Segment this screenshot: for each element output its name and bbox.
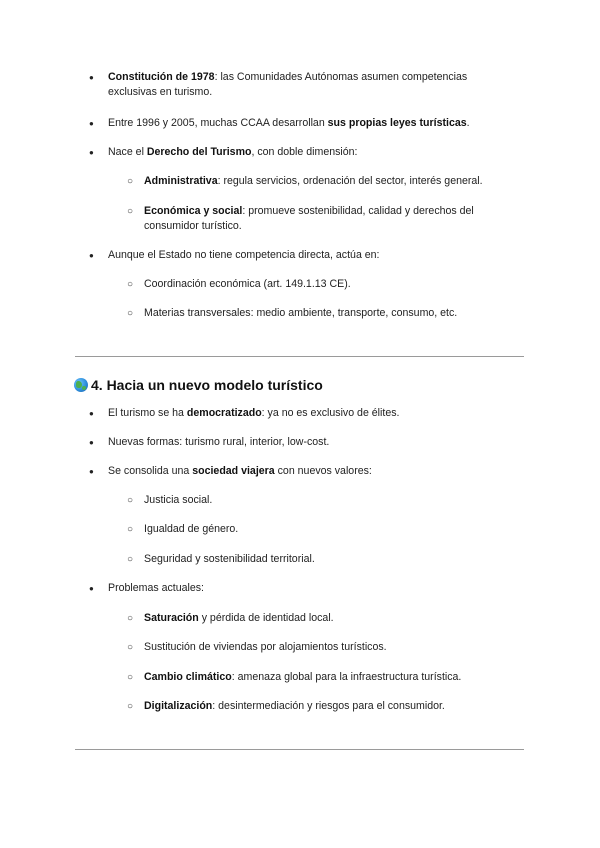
item-text: : promueve sostenibilidad, calidad y derechos del consumidor turístico.: [144, 205, 474, 232]
bullet: ●: [89, 148, 94, 157]
bullet: ●: [89, 584, 94, 593]
item-text: Seguridad y sostenibilidad territorial.: [144, 553, 315, 565]
hollow-bullet: ○: [127, 554, 134, 565]
bold-text: Digitalización: [144, 700, 213, 712]
list-item: [89, 116, 508, 131]
sub-list-item: [127, 552, 512, 567]
hollow-bullet: ○: [127, 613, 134, 624]
bullet: ●: [89, 467, 94, 476]
item-text: Nace el: [108, 146, 147, 158]
bold-text: Cambio climático: [144, 671, 232, 683]
hollow-bullet: ○: [127, 701, 134, 712]
hollow-bullet: ○: [127, 495, 134, 506]
bullet: ●: [89, 409, 94, 418]
item-text: Nuevas formas: turismo rural, interior, low-cost.: [108, 436, 330, 448]
bold-text: sus propias leyes turísticas: [327, 117, 467, 129]
section-title: 4. Hacia un nuevo modelo turístico: [91, 377, 323, 393]
sub-list-item: [127, 522, 512, 537]
item-text: Entre 1996 y 2005, muchas CCAA desarrollan: [108, 117, 328, 129]
hollow-bullet: ○: [127, 176, 134, 187]
bullet: ●: [89, 119, 94, 128]
horizontal-rule: [75, 749, 524, 750]
item-text: .: [466, 117, 470, 129]
item-text: Igualdad de género.: [144, 523, 239, 535]
list-item: [89, 435, 508, 450]
bullet: ●: [89, 251, 94, 260]
item-text: con nuevos valores:: [274, 465, 372, 477]
bold-text: Constitución de 1978: [108, 71, 215, 83]
bullet: ●: [89, 438, 94, 447]
list-item: [89, 145, 508, 160]
globe-icon: [74, 378, 88, 392]
sub-list-item: [127, 670, 512, 685]
item-text: : regula servicios, ordenación del sector, interés general.: [217, 175, 483, 187]
hollow-bullet: ○: [127, 279, 134, 290]
list-item: [89, 581, 508, 596]
item-text: Aunque el Estado no tiene competencia directa, actúa en:: [108, 249, 380, 261]
sub-list-item: [127, 277, 512, 292]
list-item: [89, 406, 508, 421]
item-text: , con doble dimensión:: [251, 146, 358, 158]
bold-text: sociedad viajera: [192, 465, 275, 477]
sub-list-item: [127, 204, 512, 234]
sub-list-item: [127, 174, 512, 189]
item-text: : ya no es exclusivo de élites.: [261, 407, 400, 419]
sub-list-item: [127, 611, 512, 626]
section-heading: [74, 376, 323, 394]
item-text: Coordinación económica (art. 149.1.13 CE).: [144, 278, 351, 290]
horizontal-rule: [75, 356, 524, 357]
list-item: [89, 464, 508, 479]
list-item: [89, 70, 508, 100]
sub-list-item: [127, 493, 512, 508]
bold-text: Económica y social: [144, 205, 243, 217]
item-text: : las Comunidades Autónomas asumen competencias exclusivas en turismo.: [108, 71, 468, 98]
hollow-bullet: ○: [127, 308, 134, 319]
hollow-bullet: ○: [127, 524, 134, 535]
item-text: : amenaza global para la infraestructura turística.: [231, 671, 462, 683]
item-text: y pérdida de identidad local.: [198, 612, 334, 624]
bold-text: Derecho del Turismo: [146, 146, 252, 158]
list-item: [89, 248, 508, 263]
item-text: : desintermediación y riesgos para el consumidor.: [212, 700, 445, 712]
item-text: Se consolida una: [108, 465, 193, 477]
item-text: Justicia social.: [144, 494, 213, 506]
bold-text: democratizado: [186, 407, 262, 419]
item-text: Materias transversales: medio ambiente, transporte, consumo, etc.: [144, 307, 458, 319]
hollow-bullet: ○: [127, 642, 134, 653]
hollow-bullet: ○: [127, 672, 134, 683]
item-text: Problemas actuales:: [108, 582, 204, 594]
sub-list-item: [127, 640, 512, 655]
item-text: Sustitución de viviendas por alojamientos turísticos.: [144, 641, 387, 653]
sub-list-item: [127, 699, 512, 714]
bold-text: Administrativa: [144, 175, 218, 187]
bullet: ●: [89, 73, 94, 82]
sub-list-item: [127, 306, 512, 321]
bold-text: Saturación: [144, 612, 199, 624]
hollow-bullet: ○: [127, 206, 134, 217]
item-text: El turismo se ha: [108, 407, 187, 419]
